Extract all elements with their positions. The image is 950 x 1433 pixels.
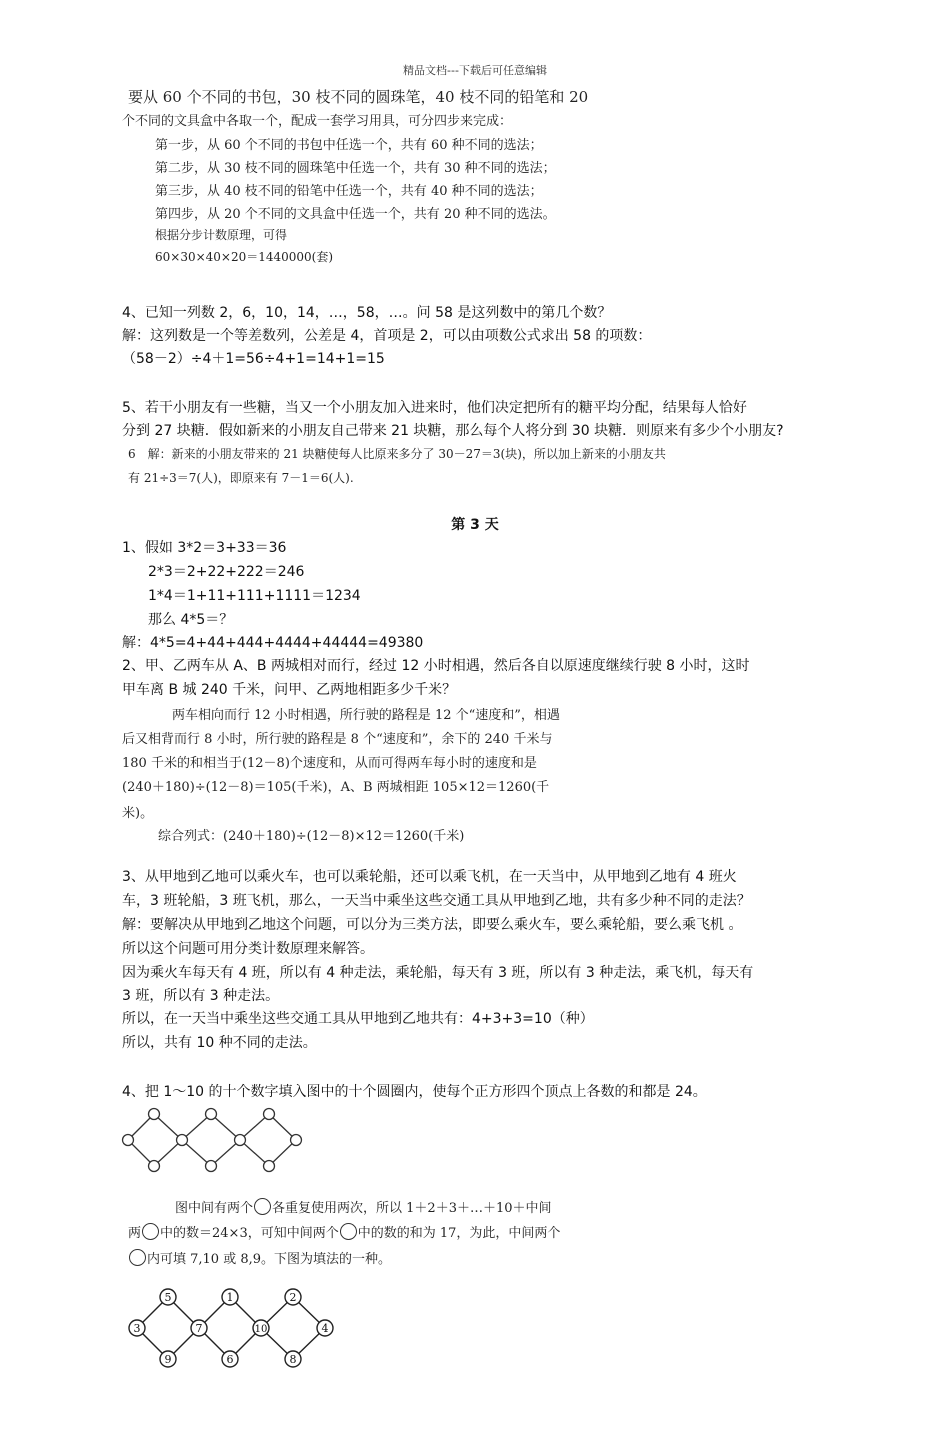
question-text: 甲车离 B 城 240 千米，问甲、乙两地相距多少千米？ bbox=[122, 682, 457, 698]
answer-number: 2 bbox=[289, 1291, 297, 1304]
answer-number: 7 bbox=[195, 1322, 203, 1335]
question-text: 4、已知一列数 2，6，10，14，…，58，…。问 58 是这列数中的第几个数？ bbox=[122, 305, 612, 321]
scan-text: 图中间有两个 bbox=[175, 1201, 254, 1216]
circle-symbol bbox=[142, 1223, 159, 1240]
scan-line: 两车相向而行 12 小时相遇，所行驶的路程是 12 个“速度和”，相遇 bbox=[172, 708, 560, 723]
circle-node bbox=[123, 1135, 134, 1146]
scan-line: 第三步，从 40 枝不同的铅笔中任选一个，共有 40 种不同的选法； bbox=[155, 184, 543, 199]
scan-text: 各重复使用两次，所以 1＋2＋3＋…＋10＋中间 bbox=[272, 1201, 552, 1216]
scan-line bbox=[128, 1222, 560, 1241]
scan-line: 米)。 bbox=[122, 806, 154, 821]
circle-node bbox=[264, 1161, 275, 1172]
question-text: 车，3 班轮船，3 班飞机，那么，一天当中乘坐这些交通工具从甲地到乙地，共有多少种不同的走法？ bbox=[122, 893, 751, 909]
circle-node bbox=[235, 1135, 246, 1146]
circle-node bbox=[206, 1161, 217, 1172]
answer-number: 8 bbox=[289, 1353, 297, 1366]
solution-text: 所以，共有 10 种不同的走法。 bbox=[122, 1035, 317, 1051]
section-heading: 第 3 天 bbox=[451, 517, 499, 533]
page-header: 精品文档---下载后可任意编辑 bbox=[403, 64, 547, 77]
circle-node bbox=[177, 1135, 188, 1146]
answer-number: 1 bbox=[226, 1291, 234, 1304]
question-text: 4、把 1～10 的十个数字填入图中的十个圆圈内，使每个正方形四个顶点上各数的和都是 24。 bbox=[122, 1084, 707, 1100]
puzzle-diagram-empty bbox=[118, 1107, 308, 1173]
circle-node bbox=[291, 1135, 302, 1146]
scan-line: 要从 60 个不同的书包，30 枝不同的圆珠笔，40 枝不同的铅笔和 20 bbox=[128, 88, 589, 106]
solution-text: 所以这个问题可用分类计数原理来解答。 bbox=[122, 941, 374, 957]
scan-text: 两 bbox=[128, 1226, 142, 1241]
question-text: 1、假如 3*2＝3+33＝36 bbox=[122, 540, 287, 556]
question-text: 分到 27 块糖．假如新来的小朋友自己带来 21 块糖，那么每个人将分到 30 块糖．则原来有多少个小朋友? bbox=[122, 423, 784, 439]
answer-number: 4 bbox=[321, 1322, 329, 1335]
solution-text: 因为乘火车每天有 4 班，所以有 4 种走法，乘轮船，每天有 3 班，所以有 3 种走法，乘飞机，每天有 bbox=[122, 965, 754, 981]
scan-line: (240＋180)÷(12－8)＝105(千米)，A、B 两城相距 105×12＝1260(千 bbox=[122, 780, 550, 795]
scan-line: 60×30×40×20＝1440000(套) bbox=[155, 250, 334, 264]
scan-line bbox=[175, 1197, 552, 1216]
scan-text: 中的数＝24×3，可知中间两个 bbox=[160, 1226, 339, 1241]
solution-text: 所以，在一天当中乘坐这些交通工具从甲地到乙地共有：4+3+3=10（种） bbox=[122, 1011, 594, 1027]
circle-node bbox=[149, 1161, 160, 1172]
scan-line: 综合列式：(240＋180)÷(12－8)×12＝1260(千米) bbox=[158, 829, 465, 844]
scan-line: 个不同的文具盒中各取一个，配成一套学习用具，可分四步来完成： bbox=[122, 114, 513, 129]
scan-line bbox=[128, 1248, 391, 1267]
question-text: 那么 4*5＝？ bbox=[148, 612, 234, 628]
answer-number: 3 bbox=[133, 1322, 141, 1335]
scan-text: 中的数的和为 17，为此，中间两个 bbox=[357, 1226, 561, 1241]
scan-line: 后又相背而行 8 小时，所行驶的路程是 8 个“速度和”，余下的 240 千米与 bbox=[122, 732, 553, 747]
answer-number: 5 bbox=[164, 1291, 172, 1304]
scan-line: 6 解：新来的小朋友带来的 21 块糖使每人比原来多分了 30－27＝3(块)，所以加上新来的小朋友共 bbox=[128, 447, 666, 461]
question-text: 1*4＝1+11+111+1111＝1234 bbox=[148, 588, 361, 604]
scan-line: 第二步，从 30 枝不同的圆珠笔中任选一个，共有 30 种不同的选法； bbox=[155, 161, 556, 176]
solution-formula: （58－2）÷4＋1=56÷4+1=14+1=15 bbox=[122, 351, 385, 367]
answer-number: 10 bbox=[254, 1324, 268, 1335]
scan-line: 第四步，从 20 个不同的文具盒中任选一个，共有 20 种不同的选法。 bbox=[155, 207, 556, 222]
answer-number: 9 bbox=[164, 1353, 172, 1366]
question-text: 2、甲、乙两车从 A、B 两城相对而行，经过 12 小时相遇，然后各自以原速度继续行驶 8 小时，这时 bbox=[122, 658, 750, 674]
circle-symbol bbox=[129, 1249, 146, 1266]
answer-number: 6 bbox=[226, 1353, 234, 1366]
solution-text: 3 班，所以有 3 种走法。 bbox=[122, 988, 280, 1004]
circle-node bbox=[264, 1109, 275, 1120]
scan-line: 第一步，从 60 个不同的书包中任选一个，共有 60 种不同的选法； bbox=[155, 138, 543, 153]
scan-line: 180 千米的和相当于(12－8)个速度和，从而可得两车每小时的速度和是 bbox=[122, 756, 537, 771]
question-text: 5、若干小朋友有一些糖，当又一个小朋友加入进来时，他们决定把所有的糖平均分配，结果每人恰好 bbox=[122, 400, 747, 416]
circle-symbol bbox=[340, 1223, 357, 1240]
puzzle-diagram-answer bbox=[124, 1282, 346, 1382]
circle-node bbox=[206, 1109, 217, 1120]
scan-line: 有 21÷3＝7(人)，即原来有 7－1＝6(人). bbox=[128, 471, 354, 485]
solution-text: 解：要解决从甲地到乙地这个问题，可以分为三类方法，即要么乘火车，要么乘轮船，要么乘飞机 。 bbox=[122, 917, 743, 933]
scan-text: 内可填 7,10 或 8,9。下图为填法的一种。 bbox=[147, 1252, 392, 1267]
circle-node bbox=[149, 1109, 160, 1120]
question-text: 3、从甲地到乙地可以乘火车，也可以乘轮船，还可以乘飞机，在一天当中，从甲地到乙地有 4 班火 bbox=[122, 869, 737, 885]
circle-symbol bbox=[254, 1198, 271, 1215]
solution-text: 解：这列数是一个等差数列，公差是 4，首项是 2，可以由项数公式求出 58 的项数： bbox=[122, 328, 652, 344]
solution-text: 解：4*5=4+44+444+4444+44444=49380 bbox=[122, 635, 424, 651]
question-text: 2*3＝2+22+222＝246 bbox=[148, 564, 305, 580]
scan-line: 根据分步计数原理，可得 bbox=[155, 228, 288, 242]
